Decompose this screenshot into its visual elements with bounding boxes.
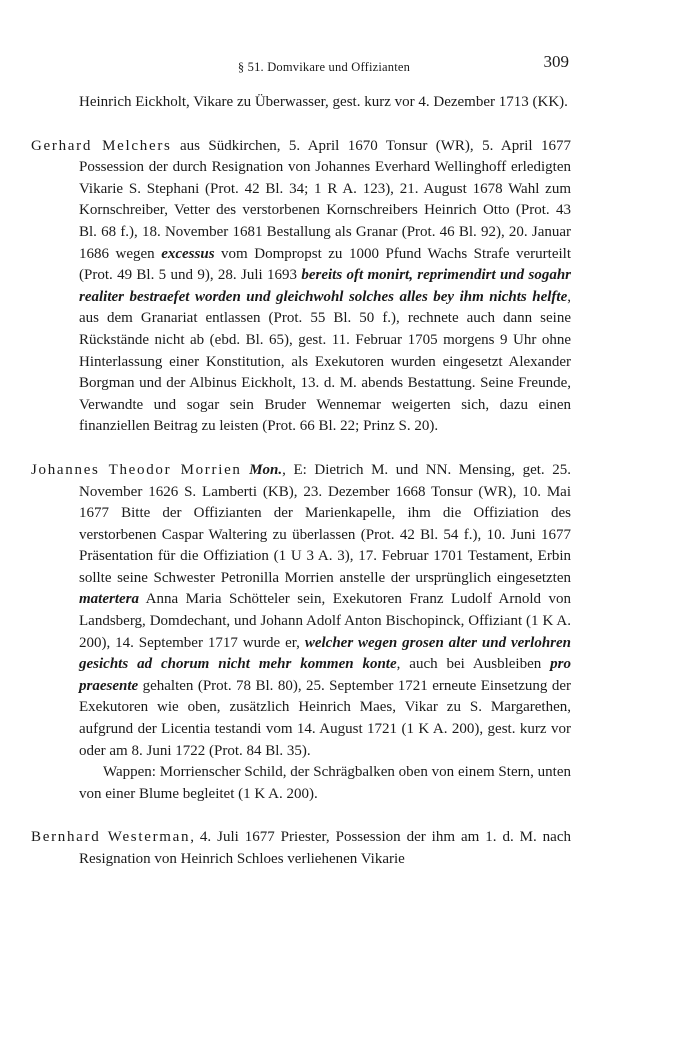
running-header xyxy=(79,52,569,78)
entry-text: aus Südkirchen, 5. April 1670 Tonsur (WR), 5. April 1677 Possession der durch Resignation von Johannes Everhard Wellinghoff erledigten Vikarie S. Stephani (Prot. 42 Bl. 34; 1 R A. 123), 21. August 1678 Wahl zum Kornschreiber, Vetter des verstorbenen Kornschreibers Heinrich Otto (Prot. 43 Bl. 68 f.), 18. November 1681 Bestallung als Granar (Prot. 46 Bl. 92), 20. Januar 1686 wegen xyxy=(79,137,571,262)
entry-text: , aus dem Granariat entlassen (Prot. 55 Bl. 50 f.), rechnete auch dann seine Rückstände nicht ab (ebd. Bl. 65), gest. 11. Februar 1705 morgens 9 Uhr ohne Hinterlassung einer Konstitution, als Exekutoren wurden eingesetzt Alexander Borgman und der Albinus Eickholt, 13. d. M. abends Bestattung. Seine Freunde, Verwandte und sogar sein Bruder Wennemar weigerten sich, dazu einen finanziellen Beitrag zu leisten (Prot. 66 Bl. 22; Prinz S. 20). xyxy=(79,288,571,435)
page-number: 309 xyxy=(543,52,569,71)
entry-text: , 4. Juli 1677 Priester, Possession der ihm am 1. d. M. nach Resignation von Heinrich Schloes verliehenen Vikarie xyxy=(79,829,572,867)
person-name: Gerhard Melchers xyxy=(31,137,172,154)
latin-term: matertera xyxy=(79,591,139,608)
entry-melchers xyxy=(31,136,571,438)
quotation: welcher wegen grosen alter und verlohren gesichts ad chorum nicht mehr kommen konte xyxy=(79,634,571,673)
coat-of-arms-paragraph: Wappen: Morrienscher Schild, der Schrägbalken oben von einem Stern, unten von einer Blume begleitet (1 K A. 200). xyxy=(79,764,571,802)
running-title: § 51. Domvikare und Offizianten xyxy=(237,60,411,74)
entry-morrien xyxy=(31,460,571,762)
entry-gap xyxy=(31,114,571,136)
quotation: bereits oft monirt, reprimendirt und sogahr realiter bestraefet worden und gleichwohl solches alles bey ihm nichts helfte xyxy=(79,267,571,305)
entry-text: vom Dompropst zu 1000 Pfund Wachs Strafe verurteilt (Prot. 49 Bl. 5 und 9), 28. Juli 1693 xyxy=(79,245,571,284)
origin-abbrev: Mon. xyxy=(249,461,283,478)
entry-text: , E: Dietrich M. und NN. Mensing, get. 25. November 1626 S. Lamberti (KB), 23. Dezember 1668 Tonsur (WR), 10. Mai 1677 Bitte der Offizianten der Marienkapelle, ihm die Offiziation des verstorbenen Caspar Waltering zu überlassen (Prot. 42 Bl. 54 f.), 10. Juni 1677 Präsentation für die Offiziation (1 U 3 A. 3), 17. Februar 1701 Testament, Erbin sollte seine Schwester Petronilla Morrien anstelle der ursprünglich eingesetzten xyxy=(79,461,571,586)
entry-gap xyxy=(31,805,571,827)
person-name: Johannes Theodor Morrien xyxy=(31,461,242,478)
main-text xyxy=(31,92,571,871)
entry-text: gehalten (Prot. 78 Bl. 80), 25. September 1721 erneute Einsetzung der Exekutoren wie oben, zusätzlich Heinrich Maes, Vikar zu S. Margarethen, aufgrund der Licentia testandi vom 14. August 1721 (1 K A. 200), gest. kurz vor oder am 8. Juni 1722 (Prot. 84 Bl. 35). xyxy=(79,677,571,759)
entry-text: Anna Maria Schötteler sein, Exekutoren Franz Ludolf Arnold von Landsberg, Domdechant, und Johann Adolf Anton Bischopinck, Offiziant (1 K A. 200), 14. September 1717 wurde er, xyxy=(79,591,571,651)
person-name: Bernhard Westerman xyxy=(31,829,191,846)
entry-westerman xyxy=(31,827,571,870)
entry-text: , auch bei Ausbleiben xyxy=(396,656,551,673)
entry-continuation: Heinrich Eickholt, Vikare zu Überwasser, gest. kurz vor 4. Dezember 1713 (KK). xyxy=(79,94,568,110)
latin-term: excessus xyxy=(161,245,215,262)
latin-term: pro praesente xyxy=(79,656,571,694)
entry-gap xyxy=(31,438,571,460)
